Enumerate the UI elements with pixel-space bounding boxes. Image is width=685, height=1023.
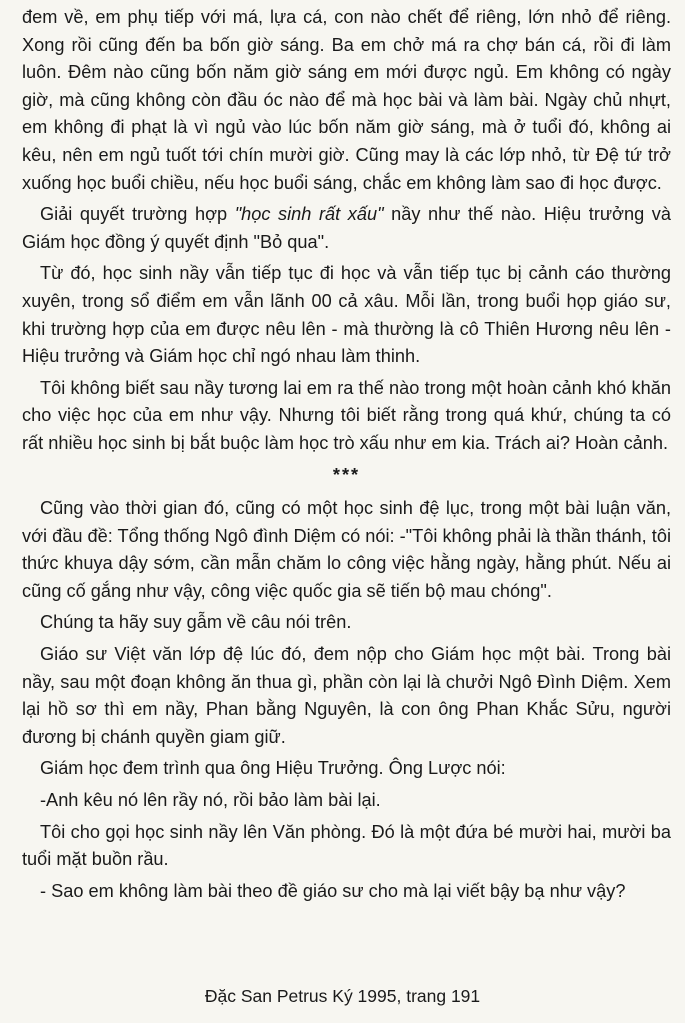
paragraph bbox=[22, 201, 671, 256]
section-separator: *** bbox=[332, 464, 361, 485]
dialogue-line: -Anh kêu nó lên rầy nó, rồi bảo làm bài lại. bbox=[40, 790, 381, 811]
paragraph: Tôi cho gọi học sinh nầy lên Văn phòng. Đó là một đứa bé mười hai, mười ba tuổi mặt buồn rầu. bbox=[22, 821, 671, 870]
paragraph: Chúng ta hãy suy gẫm về câu nói trên. bbox=[40, 612, 352, 633]
page-footer: Đặc San Petrus Ký 1995, trang 191 bbox=[204, 986, 481, 1006]
paragraph-text: nầy như thế nào. Hiệu trưởng và Giám học đồng ý quyết định "Bỏ qua". bbox=[22, 204, 671, 252]
quoted-phrase: "học sinh rất xấu" bbox=[234, 204, 384, 225]
paragraph: Tôi không biết sau nầy tương lai em ra thế nào trong một hoàn cảnh khó khăn cho việc học của em như vậy. Nhưng tôi biết rằng trong quá khứ, chúng ta có rất nhiều học sinh bị bắt buộc làm học trò xấu như em kia. Trách ai? Hoàn cảnh. bbox=[22, 377, 671, 453]
dialogue-line: - Sao em không làm bài theo đề giáo sư cho mà lại viết bậy bạ như vậy? bbox=[40, 880, 626, 901]
paragraph: Giáo sư Việt văn lớp đệ lúc đó, đem nộp cho Giám học một bài. Trong bài nầy, sau một đoạn không ăn thua gì, phần còn lại là chưởi Ngô Đình Diệm. Xem lại hồ sơ thì em nầy, Phan bằng Nguyên, là con ông Phan Khắc Sửu, người đương bị chánh quyền giam giữ. bbox=[22, 644, 671, 747]
paragraph: Giám học đem trình qua ông Hiệu Trưởng. Ông Lược nói: bbox=[40, 758, 506, 779]
paragraph: đem về, em phụ tiếp với má, lựa cá, con nào chết để riêng, lớn nhỏ để riêng. Xong rồi cũng đến ba bốn giờ sáng. Ba em chở má ra chợ bán cá, rồi đi làm luôn. Đêm nào cũng bốn năm giờ sáng em mới được ngủ. Em không có ngày giờ, mà cũng không còn đầu óc nào để mà học bài và làm bài. Ngày chủ nhựt, em không đi phạt là vì ngủ vào lúc bốn năm giờ sáng, mà ở tuổi đó, không ai kêu, nên em ngủ tuốt tới chín mười giờ. Cũng may là các lớp nhỏ, từ Đệ tứ trở xuống học buổi chiều, nếu học buổi sáng, chắc em không làm sao đi học được. bbox=[22, 7, 671, 193]
paragraph: Từ đó, học sinh nầy vẫn tiếp tục đi học và vẫn tiếp tục bị cảnh cáo thường xuyên, trong sổ điểm em vẫn lãnh 00 cả xâu. Mỗi lần, trong buổi họp giáo sư, khi trường hợp của em được nêu lên - mà thường là cô Thiên Hương nêu lên - Hiệu trưởng và Giám học chỉ ngó nhau làm thinh. bbox=[22, 263, 671, 367]
article-body bbox=[22, 4, 671, 905]
paragraph-text: Giải quyết trường hợp bbox=[40, 204, 235, 225]
paragraph: Cũng vào thời gian đó, cũng có một học sinh đệ lục, trong một bài luận văn, với đầu đề: Tổng thống Ngô đình Diệm có nói: -"Tôi không phải là thần thánh, tôi thức khuya dậy sớm, cần mẫn chăm lo công việc hằng ngày, hằng phút. Nếu ai cũng cố gắng như vậy, công việc quốc gia sẽ tiến bộ mau chóng". bbox=[22, 498, 671, 601]
